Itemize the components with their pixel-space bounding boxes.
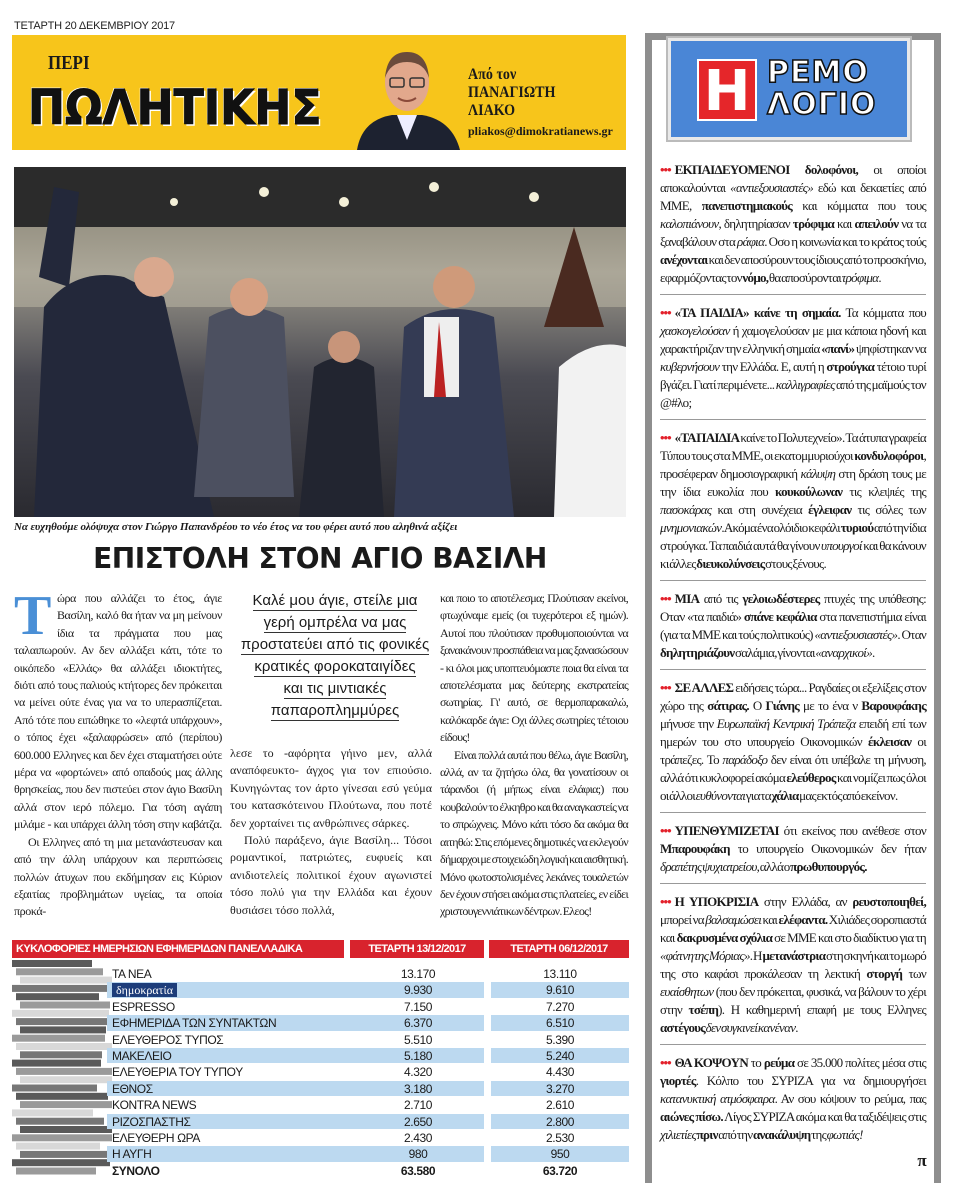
table-row [107, 1081, 629, 1097]
text-segment: δηλητηριάζουν [660, 645, 735, 660]
circulation-week1: 2.710 [403, 1098, 433, 1113]
newspaper-sheet [12, 960, 92, 967]
text-segment: από της μαϊμούς τον @#λο; [660, 377, 926, 410]
text-segment: στη σκηνή και το μωρό της στο καφάσι προκάλεσαν τη λεκτική [660, 948, 927, 981]
bullet-dots-icon: ••• [660, 591, 671, 606]
text-segment: «αντιεξουσιαστές» [814, 627, 898, 642]
text-segment: «ΤΑ ΠΑΙΔΙΑ [674, 430, 740, 445]
sidebar-item [660, 890, 926, 1045]
text-segment: αιώνες πίσω. [660, 1109, 723, 1124]
table-row [107, 1097, 629, 1113]
text-segment: τις κλεψιές της [842, 484, 926, 499]
sidebar-item [660, 819, 926, 884]
text-segment: ανέχονται [660, 252, 708, 267]
newspaper-sheet [20, 1076, 112, 1083]
text-segment: «αντιεξουσιαστές» [730, 180, 814, 195]
text-segment: καλλιγραφίες [775, 377, 835, 392]
newspaper-name [107, 1146, 352, 1161]
pull-quote-text: και τις μιντιακές [283, 680, 387, 697]
text-segment: μετανάστρια [762, 948, 826, 963]
newspaper-sheet [20, 1002, 110, 1009]
text-segment: στρούγκα [826, 359, 875, 374]
text-segment: στα πανεπιστήμια είναι (για τα ΜΜΕ και τούς πολιτικούς) [660, 609, 926, 642]
text-segment: ελεύθερος [786, 770, 836, 785]
text-segment: ). Η καθημερινή επαφή με τους Ελληνες [718, 1002, 926, 1017]
text-segment: Η ΥΠΟΚΡΙΣΙΑ [674, 894, 759, 909]
text-segment: από την ίδια στρούγκα. Τα παιδιά αυτά θα γίνουν [660, 520, 927, 553]
article-paragraph: λεσε το -αφόρητα γήινο μεν, αλλά αναπόφευκτο- άγχος για τον επιούσιο. Κυνηγώντας τον άρτο γίνεσαι εσύ γεύμα του κατασκότεινου Πλούτωνα, που ποτέ δεν χορταίνει τις ανθρώπινες σάρκες. [230, 746, 432, 830]
text-segment: ΥΠΕΝΘΥΜΙΖΕΤΑΙ [674, 823, 779, 838]
text-segment: . Οσο η κοινωνία και το κράτος τούς [764, 234, 926, 249]
text-segment: βαλσαμώσει [705, 912, 762, 927]
text-segment: «φάτνη της Μόριας» [660, 948, 750, 963]
text-segment: . Αν σου κόψουν το ρεύμα, πας [774, 1091, 926, 1106]
text-segment: ελέφαντα. [778, 912, 828, 927]
table-row [107, 999, 629, 1015]
text-segment: νόμο, [742, 270, 769, 285]
pull-quote-line [222, 634, 448, 656]
article-paragraph [14, 585, 222, 834]
circulation-week2: 2.610 [545, 1098, 575, 1113]
newspaper-name [107, 1163, 352, 1178]
text-segment: απειλούν [854, 216, 899, 231]
pull-quote [222, 590, 448, 722]
text-segment: δακρυσμένα σχόλια [676, 930, 773, 945]
text-segment: έκλεισαν [868, 734, 912, 749]
text-segment: ευαίσθητων [660, 984, 714, 999]
bullet-dots-icon: ••• [660, 305, 671, 320]
circulation-week1: 2.650 [352, 1114, 484, 1129]
circulation-week2: 6.510 [491, 1015, 629, 1030]
article-column-3 [440, 590, 628, 921]
column-title: ΠΩΛΗΤΙΚΗΣ [28, 80, 322, 136]
pull-quote-text: παπαροπλημμύρες [270, 702, 400, 719]
text-segment: ψηφίστηκαν να [854, 341, 926, 356]
table-total-row [107, 1163, 629, 1179]
text-segment: . [795, 1020, 798, 1035]
newspaper-name [107, 1064, 352, 1079]
byline-line: Από τον [468, 66, 517, 83]
text-segment: στοργή [866, 966, 903, 981]
newspaper-sheet [12, 1134, 112, 1141]
text-segment: . Ακόμα ένα ολόιδιο κεφάλι [721, 520, 841, 535]
text-segment: τις σόλες των [851, 502, 926, 517]
newspaper-name [107, 1081, 352, 1096]
newspaper-name [107, 1032, 352, 1047]
text-segment: τέτοιο τυρί βγάζει. Γιατί περιμένετε... [660, 359, 927, 392]
pull-quote-line [222, 590, 448, 612]
drop-cap: Τ [14, 585, 51, 647]
bullet-dots-icon: ••• [660, 680, 671, 695]
text-segment: ΜΙΑ [674, 591, 700, 606]
newspaper-name-text: ΕΛΕΥΘΕΡΗ ΩΡΑ [112, 1131, 200, 1145]
text-segment: έγλειφαν [808, 502, 852, 517]
newspaper-sheet [12, 1060, 101, 1067]
text-segment: παράδοξο [722, 752, 768, 767]
newspaper-sheet [12, 1109, 93, 1116]
logo-letter: Η [697, 59, 757, 121]
table-title: ΚΥΚΛΟΦΟΡΙΕΣ ΗΜΕΡΗΣΙΩΝ ΕΦΗΜΕΡΙΔΩΝ ΠΑΝΕΛΛΑΔΙΚΑ [12, 940, 344, 958]
text-segment: το υπουργείο Οικονομικών δεν ήταν [729, 841, 926, 856]
text-segment: ρεύμα [763, 1055, 795, 1070]
text-segment: σαλάμια, γίνονται [734, 645, 816, 660]
circulation-week2: 9.610 [491, 982, 629, 997]
photo-caption: Να ευχηθούμε ολόψυχα στον Γιώργο Παπανδρέου το νέο έτος να του φέρει αυτό που αληθινά αξίζει [14, 521, 458, 533]
text-segment: το [748, 1055, 764, 1070]
newspaper-name [107, 999, 352, 1014]
text-segment: καλοπιάνουν [660, 216, 719, 231]
author-email[interactable]: pliakos@dimokratianews.gr [468, 124, 613, 138]
circulation-week1: 5.510 [403, 1032, 433, 1047]
text-segment: σάτιρας. [707, 698, 749, 713]
text-segment: για τα [745, 788, 772, 803]
text-segment: με το ένα ν [799, 698, 862, 713]
newspaper-sheet [12, 1159, 110, 1166]
text-segment: στη δράση τους με την ίδια ευκολία που [660, 466, 927, 499]
author-signature: π [917, 1151, 926, 1170]
newspaper-sheet [20, 1101, 112, 1108]
newspaper-name-text: Η ΑΥΓΗ [112, 1147, 152, 1162]
text-segment: ρευστοποιηθεί, [852, 894, 926, 909]
photo-illustration [14, 167, 626, 517]
text-segment: ή χαμογελούσαν με μια κάποια ηδονή και χαρακτήριζαν την ελληνική σημαία [660, 323, 926, 356]
text-segment: «αναρχικοί» [815, 645, 872, 660]
text-segment: καίνε το Πολυτεχνείο». Τα άτυπα γραφεία Τύπου τους στα ΜΜΕ, οι εκατομμυριούχοι [660, 430, 926, 463]
text-segment: πασοκάρας [660, 502, 712, 517]
text-segment: οι τράπεζες. Το [660, 734, 926, 767]
text-segment: ΣΕ ΑΛΛΕΣ [674, 680, 734, 695]
table-row [107, 1048, 629, 1064]
text-segment: τσέπη [688, 1002, 719, 1017]
newspaper-sheet [16, 1018, 112, 1025]
table-row [107, 1114, 629, 1130]
newspaper-name [107, 1130, 352, 1145]
circulation-week1: 7.150 [403, 999, 433, 1014]
circulation-week2: 7.270 [545, 999, 575, 1014]
column-kicker: ΠΕΡΙ [48, 52, 90, 74]
sidebar-logo [668, 38, 910, 140]
newspaper-sheet [20, 1026, 106, 1033]
text-segment: μπορεί να [660, 912, 706, 927]
article-paragraph: και ποιο το αποτέλεσμα; Πλούτισαν εκείνοι, φτωχύναμε εμείς (οι τυχερότεροι εξ ημών). Αυτοί που πλούτισαν προθυμοποιούνται να ξανακάνουν προσπάθεια να μας ξανασώσουν - κι όλοι μας υποπτευόμαστε ποια θα είναι τα αποτελέσματα μας δεύτερης εκστρατείας σωτηρίας. Γι' αυτό, σε θερμοπαρακαλώ, καλόκαρδε άγιε: Οχι άλλες σωτηρίες τέτοιου είδους! [440, 591, 628, 745]
pull-quote-text: κρατικές φοροκαταιγίδες [254, 658, 416, 675]
newspaper-name-text: ΕΘΝΟΣ [112, 1081, 153, 1096]
newspaper-sheet [16, 968, 103, 975]
text-segment: θα αποσύρονται [768, 270, 842, 285]
text-segment: την Ελλάδα. Ε, αυτή η [719, 359, 827, 374]
pull-quote-text: Καλέ μου άγιε, στείλε μια [252, 592, 418, 609]
text-segment: κουκούλωναν [775, 484, 843, 499]
table-row [107, 1130, 629, 1146]
text-segment: Ο [748, 698, 766, 713]
newspaper-name-text: ΜΑΚΕΛΕΙΟ [112, 1049, 172, 1063]
text-segment: . [878, 270, 881, 285]
text-segment: κάλυψη [800, 466, 836, 481]
text-segment: Βαρουφάκης [861, 698, 926, 713]
text-segment: Γιάνης [765, 698, 800, 713]
circulation-table [12, 940, 629, 1180]
bullet-dots-icon: ••• [660, 894, 671, 909]
newspaper-sheet [20, 1051, 102, 1058]
newspaper-name-text: ESPRESSO [112, 999, 175, 1014]
circulation-week1: 980 [352, 1146, 484, 1161]
text-segment: διευκολύνσεις [696, 556, 765, 571]
newspaper-name [107, 1015, 352, 1030]
text-segment: «πανί» [821, 341, 855, 356]
author-first-name: ΠΑΝΑΓΙΩΤΗ [468, 84, 556, 101]
text-segment: ράφια [737, 234, 765, 249]
text-segment: χάλια [771, 788, 799, 803]
text-segment: . Κόλπο του ΣΥΡΙΖΑ για να δημιουργήσει [695, 1073, 926, 1088]
text-segment: στους ξένους. [764, 556, 826, 571]
text-segment: τρόφιμα [792, 216, 835, 231]
text-segment: . Οταν [897, 627, 926, 642]
text-segment: Μπαρουφάκη [660, 841, 730, 856]
newspaper-sheet [12, 1035, 105, 1042]
text-segment: ότι εκείνος που ανέθεσε στον [778, 823, 926, 838]
text-segment: . [872, 645, 875, 660]
text-segment: ΘΑ ΚΟΨΟΥΝ [674, 1055, 749, 1070]
text-segment: πανεπιστημιακούς [701, 198, 793, 213]
text-segment: Χιλιάδες σοροπιαστά και [660, 912, 927, 945]
circulation-week2: 5.240 [491, 1048, 629, 1063]
table-row [107, 1064, 629, 1080]
circulation-week2: 13.110 [543, 967, 577, 981]
text-segment: αστέγους [660, 1020, 706, 1035]
text-segment: χασκογελούσαν [660, 323, 730, 338]
circulation-week1: 4.320 [403, 1065, 433, 1080]
newspaper-sheet [16, 1118, 104, 1125]
text-segment: σε 35.000 πολίτες μέσα στις [794, 1055, 927, 1070]
text-segment: γελοιωδέστερες [742, 591, 820, 606]
pull-quote-line [222, 678, 448, 700]
pull-quote-line [222, 700, 448, 722]
newspaper-name-text: ΤΑ ΝΕΑ [112, 967, 152, 981]
column-header-week2: ΤΕΤΑΡΤΗ 06/12/2017 [489, 940, 629, 958]
newspaper-name-text: ΡΙΖΟΣΠΑΣΤΗΣ [112, 1114, 191, 1129]
column-header-week1: ΤΕΤΑΡΤΗ 13/12/2017 [350, 940, 484, 958]
article-paragraph: Είναι πολλά αυτά που θέλω, άγιε Βασίλη, αλλά, αν τα ζητήσω όλα, θα γονατίσουν οι τάρανδοι (ή μήπως είναι ελάφια;) που κουβαλούν το έλκηθρο και θα αναγκαστείς να το σπρώχνεις. Μόνο κάτι τόσο δα ακόμα θα αιτηθώ: Στις επόμενες δημοτικές να εκλεγούν δήμαρχοι με στοιχειώδη λογική και αισθητική. Μόνο φωτοστολισμένες λεκάνες τουαλετών δεν έχουν στήσει ακόμα στις πλατείες, εν είδει χριστουγεννιάτικων δέντρων. Ελεος! [440, 747, 628, 919]
text-segment: σε ΜΜΕ και στο διαδίκτυο για τη [772, 930, 926, 945]
newspaper-sheet [20, 977, 112, 984]
text-segment: από τις [699, 591, 743, 606]
text-segment: , αλλά ο [756, 859, 791, 874]
newspaper-name-text: ΕΛΕΥΘΕΡΙΑ ΤΟΥ ΤΥΠΟΥ [112, 1065, 243, 1080]
text-segment: ΕΚΠΑΙΔΕΥΟΜΕΝΟΙ δολοφόνοι, [674, 162, 859, 177]
text-segment: κατανυκτική ατμόσφαιρα [660, 1091, 775, 1106]
text-segment: δεν είναι ότι υπέβαλε τη μήνυση, αλλά ότι κυκλοφορεί ακόμα [660, 752, 926, 785]
circulation-week2: 63.720 [542, 1163, 578, 1178]
text-segment: φωτιάς! [826, 1127, 863, 1142]
table-row [107, 966, 629, 982]
text-segment: μήνυσε την [660, 716, 717, 731]
paragraph-text: ώρα που αλλάζει το έτος, άγιε Βασίλη, καλό θα ήταν να μη μείνουν ίδια τα πράγματα που μας ταλαιπωρούν. Αν δεν αλλάξει κάτι, τότε το οικόπεδο «Ελλάς» θα αλλάξει ιδιοκτήτες, διότι από τους παλιούς κτήτορες δεν πρόκειται να μείνει ούτε ένας για να το υπερασπίζεται. Από τότε που ειπώθηκε το «λεφτά υπάρχουν», ο τόπος έχει «ξαλαφρώσει» από (περίπου) 600.000 Ελληνες και δεν έχει σταματήσει ούτε μέρα να «φορτώνει» από οπαδούς μας άλλης θρησκείας, που δεν πιστεύει στον άγιο Βασίλη αλλά στον ιερό πόλεμο. Για τόση αγάπη μιλάμε - και υπάρχει άλλη τόση στην καβάτζα. [14, 591, 222, 832]
newspaper-sheet [16, 993, 99, 1000]
text-segment: πτυχές της υπόθεσης: Οταν «τα παιδιά» [660, 591, 926, 624]
newspaper-logo-dimokratia: δημοκρατία [112, 983, 177, 997]
text-segment: χιλιετίες [660, 1127, 697, 1142]
text-segment: υπουργοί [821, 538, 862, 553]
text-segment: στην Ελλάδα, αν [758, 894, 853, 909]
text-segment: πριν [696, 1127, 718, 1142]
newspaper-name [107, 1048, 352, 1063]
sidebar-item [660, 1051, 926, 1151]
text-segment: . Η [749, 948, 763, 963]
logo-line-1: ΡΕΜΟ [767, 55, 869, 90]
newspaper-sheet [16, 1143, 100, 1150]
circulation-week2: 950 [491, 1146, 629, 1161]
text-segment: κυβερνήσουν [660, 359, 720, 374]
circulation-week2: 5.390 [545, 1032, 575, 1047]
text-segment: οι οποίοι αποκαλούνται [660, 162, 926, 195]
newspaper-sheet [16, 1093, 108, 1100]
text-segment: από την [717, 1127, 753, 1142]
bullet-dots-icon: ••• [660, 430, 671, 445]
author-last-name: ΛΙΑΚΟ [468, 102, 516, 119]
text-segment: Λίγος ΣΥΡΙΖΑ ακόμα και θα ταξιδέψεις στις [722, 1109, 926, 1124]
issue-date: ΤΕΤΑΡΤΗ 20 ΔΕΚΕΜΒΡΙΟΥ 2017 [14, 20, 175, 32]
table-row [107, 1146, 629, 1162]
bullet-dots-icon: ••• [660, 162, 671, 177]
text-segment: και δεν αποσύρουν τους ίδιους από το προσκήνιο, εφαρμόζοντας τον [660, 252, 926, 285]
newspaper-name [107, 982, 352, 997]
text-segment: κονδυλοφόροι [854, 448, 924, 463]
pull-quote-line [222, 656, 448, 678]
table-row [107, 1015, 629, 1031]
newspaper-name [107, 966, 352, 981]
text-segment: Ευρωπαϊκή Κεντρική Τράπεζα [716, 716, 856, 731]
newspaper-name-text: KONTRA NEWS [112, 1098, 197, 1113]
logo-line-2: ΛΟΓΙΟ [767, 87, 877, 122]
article-title: ΕΠΙΣΤΟΛΗ ΣΤΟΝ ΑΓΙΟ ΒΑΣΙΛΗ [93, 542, 547, 575]
text-segment: και κόμματα που τους [792, 198, 927, 213]
newspaper-stack-image [12, 960, 112, 1180]
sidebar-item [660, 426, 926, 581]
pull-quote-line [222, 612, 448, 634]
text-segment: και [834, 216, 855, 231]
newspaper-name-text: ΕΦΗΜΕΡΙΔΑ ΤΩΝ ΣΥΝΤΑΚΤΩΝ [112, 1016, 277, 1031]
newspaper-sheet [12, 1010, 109, 1017]
text-segment: και νομίζει πως όλοι οι άλλοι [660, 770, 926, 803]
bullet-dots-icon: ••• [660, 823, 671, 838]
text-segment: ειδήσεις τώρα... Ραγδαίες οι εξελίξεις στον χώρο της [660, 680, 926, 713]
text-segment: ανακάλυψη [752, 1127, 811, 1142]
text-segment: της [810, 1127, 827, 1142]
text-segment: εδώ και δεκαετίες από ΜΜΕ, [660, 180, 926, 213]
text-segment: και θα κάνουν κι άλλες [660, 538, 926, 571]
article-paragraph: Οι Ελληνες από τη μια μετανάστευσαν και από την άλλη υπάρχουν και περιπτώσεις πολλών άτυχων που εκδήμησαν εις Κύριον εξαιτίας προβλημάτων υγείας, τα οποία προκά- [14, 834, 222, 919]
text-segment: σπάνε κεφάλια [743, 609, 817, 624]
circulation-week2: 3.270 [491, 1081, 629, 1096]
newspaper-sheet [16, 1168, 96, 1175]
text-segment: και στη συνέχεια [711, 502, 809, 517]
newspaper-sheet [16, 1068, 112, 1075]
circulation-week1: 13.170 [400, 967, 436, 981]
newspaper-name-text: ΕΛΕΥΘΕΡΟΣ ΤΥΠΟΣ [112, 1032, 224, 1047]
sidebar-item [660, 301, 926, 420]
text-segment: δραπέτης ψυχιατρείου [660, 859, 757, 874]
circulation-week2: 4.430 [545, 1065, 575, 1080]
text-segment: δεν συγκινεί κανέναν [705, 1020, 796, 1035]
circulation-week1: 63.580 [400, 1163, 436, 1178]
bullet-dots-icon: ••• [660, 1055, 671, 1070]
text-segment: τρόφιμα [841, 270, 879, 285]
table-row [107, 1032, 629, 1048]
circulation-week1: 6.370 [352, 1015, 484, 1030]
circulation-week1: 3.180 [352, 1081, 484, 1096]
text-segment: , δηλητηρίασαν [718, 216, 793, 231]
newspaper-name-text: ΣΥΝΟΛΟ [112, 1163, 160, 1178]
circulation-week2: 2.800 [491, 1114, 629, 1129]
text-segment: , προσέφεραν δημοσιογραφική [660, 448, 926, 481]
newspaper-sheet [12, 985, 112, 992]
pull-quote-text: γερή ομπρέλα να μας [263, 614, 407, 631]
news-photo [14, 167, 626, 517]
newspaper-sheet [12, 1085, 97, 1092]
text-segment: των [902, 966, 927, 981]
sidebar-item [660, 587, 926, 670]
circulation-week1: 2.430 [403, 1131, 433, 1145]
text-segment: (που δεν πρόκειται, φυσικά, να βάλουν το χέρι στην [660, 984, 926, 1017]
author-byline [468, 66, 556, 120]
pull-quote-text: προστατεύει από τις φονικές [240, 636, 430, 653]
circulation-week2: 2.530 [545, 1131, 575, 1145]
newspaper-name [107, 1097, 352, 1112]
text-segment: και [761, 912, 779, 927]
text-segment: γιορτές [660, 1073, 696, 1088]
text-segment: πρωθυπουργός. [790, 859, 867, 874]
text-segment: τυριού [840, 520, 874, 535]
newspaper-sheet [16, 1043, 112, 1050]
newspaper-sheet [20, 1126, 112, 1133]
text-segment: «ΤΑ ΠΑΙΔΙΑ» καίνε τη σημαία. [674, 305, 841, 320]
article-column-2 [230, 745, 432, 919]
article-column-1 [14, 585, 222, 921]
text-segment: μνημονιακών [660, 520, 722, 535]
sidebar-item-list [660, 158, 926, 1151]
text-segment: να τα ξαναβάλουν στα [660, 216, 926, 249]
sidebar-item [660, 676, 926, 813]
text-segment: ευθύνονται [695, 788, 746, 803]
circulation-week1: 5.180 [352, 1048, 484, 1063]
article-paragraph: Πολύ παράξενο, άγιε Βασίλη... Τόσοι ρομαντικοί, πατριώτες, ευφυείς και ανιδιοτελείς πολιτικοί έχουν αγωνιστεί τόσο πολύ για την Ελλάδα και έχουν θυσιάσει τόσο πολλά, [230, 833, 432, 917]
text-segment: επειδή επί των ημερών του στο υπουργείο Οικονομικών [660, 716, 927, 749]
text-segment: μας εκτός από εκείνον. [798, 788, 898, 803]
text-segment: Τα κόμματα που [840, 305, 926, 320]
table-row [107, 982, 629, 998]
circulation-week1: 9.930 [352, 982, 484, 997]
newspaper-sheet [20, 1151, 111, 1158]
newspaper-name [107, 1114, 352, 1129]
author-portrait [352, 40, 462, 150]
sidebar-item [660, 158, 926, 295]
sidebar-items [660, 158, 926, 1171]
